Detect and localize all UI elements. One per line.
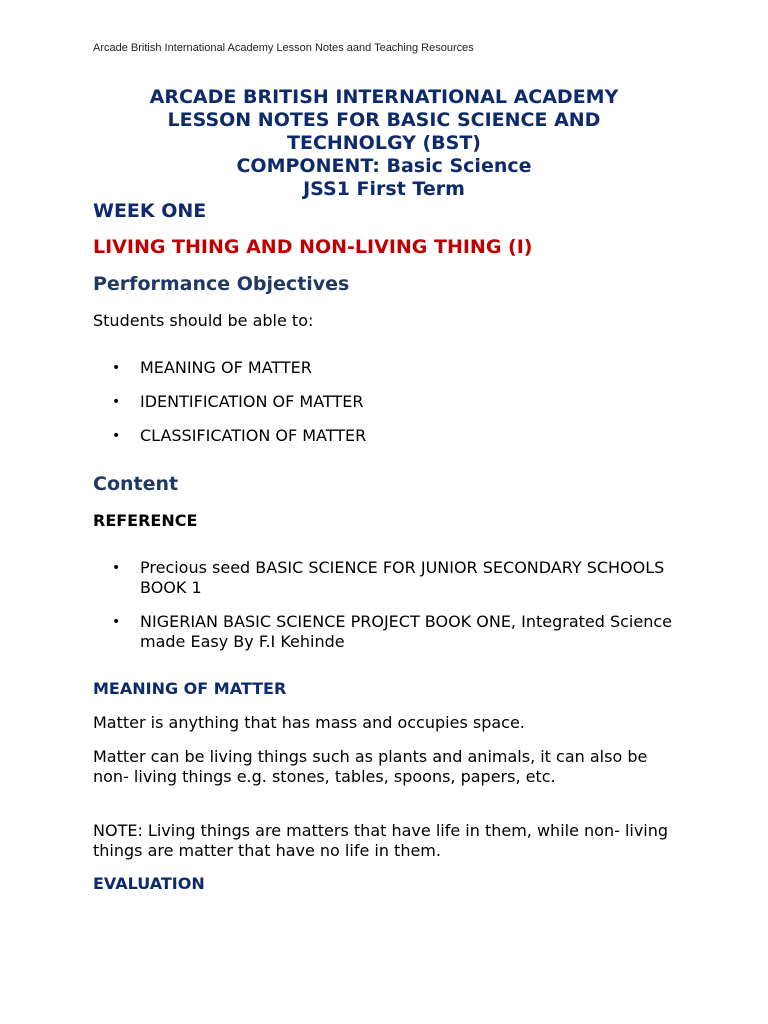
paragraph: Matter can be living things such as plants and animals, it can also be non- living things e.g. stones, tables, spoons, papers, etc. xyxy=(93,747,648,786)
week-heading: WEEK ONE xyxy=(93,200,207,222)
bullet-icon: • xyxy=(112,560,121,576)
list-item xyxy=(112,426,366,460)
lesson-title: LIVING THING AND NON-LIVING THING (I) xyxy=(93,236,533,258)
list-item xyxy=(112,392,366,426)
paragraph: Matter is anything that has mass and occupies space. xyxy=(93,713,525,732)
reference-heading: REFERENCE xyxy=(93,511,198,530)
objectives-list xyxy=(112,358,366,460)
title-line-5: JSS1 First Term xyxy=(303,178,465,200)
bullet-icon: • xyxy=(112,360,121,376)
list-item-text: NIGERIAN BASIC SCIENCE PROJECT BOOK ONE, Integrated Science made Easy By F.I Kehinde xyxy=(140,612,672,651)
title-line-2: LESSON NOTES FOR BASIC SCIENCE AND xyxy=(167,109,601,131)
list-item-text: CLASSIFICATION OF MATTER xyxy=(140,426,367,445)
title-line-1: ARCADE BRITISH INTERNATIONAL ACADEMY xyxy=(149,86,619,108)
list-item-text: MEANING OF MATTER xyxy=(140,358,312,377)
running-header: Arcade British International Academy Lesson Notes aand Teaching Resources xyxy=(93,42,474,54)
bullet-icon: • xyxy=(112,614,121,630)
list-item xyxy=(112,358,366,392)
paragraph: NOTE: Living things are matters that have life in them, while non- living things are matter that have no life in them. xyxy=(93,821,669,860)
objectives-heading: Performance Objectives xyxy=(93,273,350,295)
list-item xyxy=(112,612,712,652)
list-item-text: Precious seed BASIC SCIENCE FOR JUNIOR SECONDARY SCHOOLS BOOK 1 xyxy=(140,558,665,597)
objectives-intro: Students should be able to: xyxy=(93,311,314,330)
evaluation-heading: EVALUATION xyxy=(93,874,205,893)
document-title xyxy=(0,86,768,201)
bullet-icon: • xyxy=(112,394,121,410)
list-item xyxy=(112,558,712,598)
content-heading: Content xyxy=(93,473,179,495)
list-item-text: IDENTIFICATION OF MATTER xyxy=(140,392,364,411)
bullet-icon: • xyxy=(112,428,121,444)
meaning-heading: MEANING OF MATTER xyxy=(93,679,287,698)
title-line-4: COMPONENT: Basic Science xyxy=(236,155,532,177)
title-line-3: TECHNOLGY (BST) xyxy=(287,132,481,154)
reference-list xyxy=(112,558,712,666)
